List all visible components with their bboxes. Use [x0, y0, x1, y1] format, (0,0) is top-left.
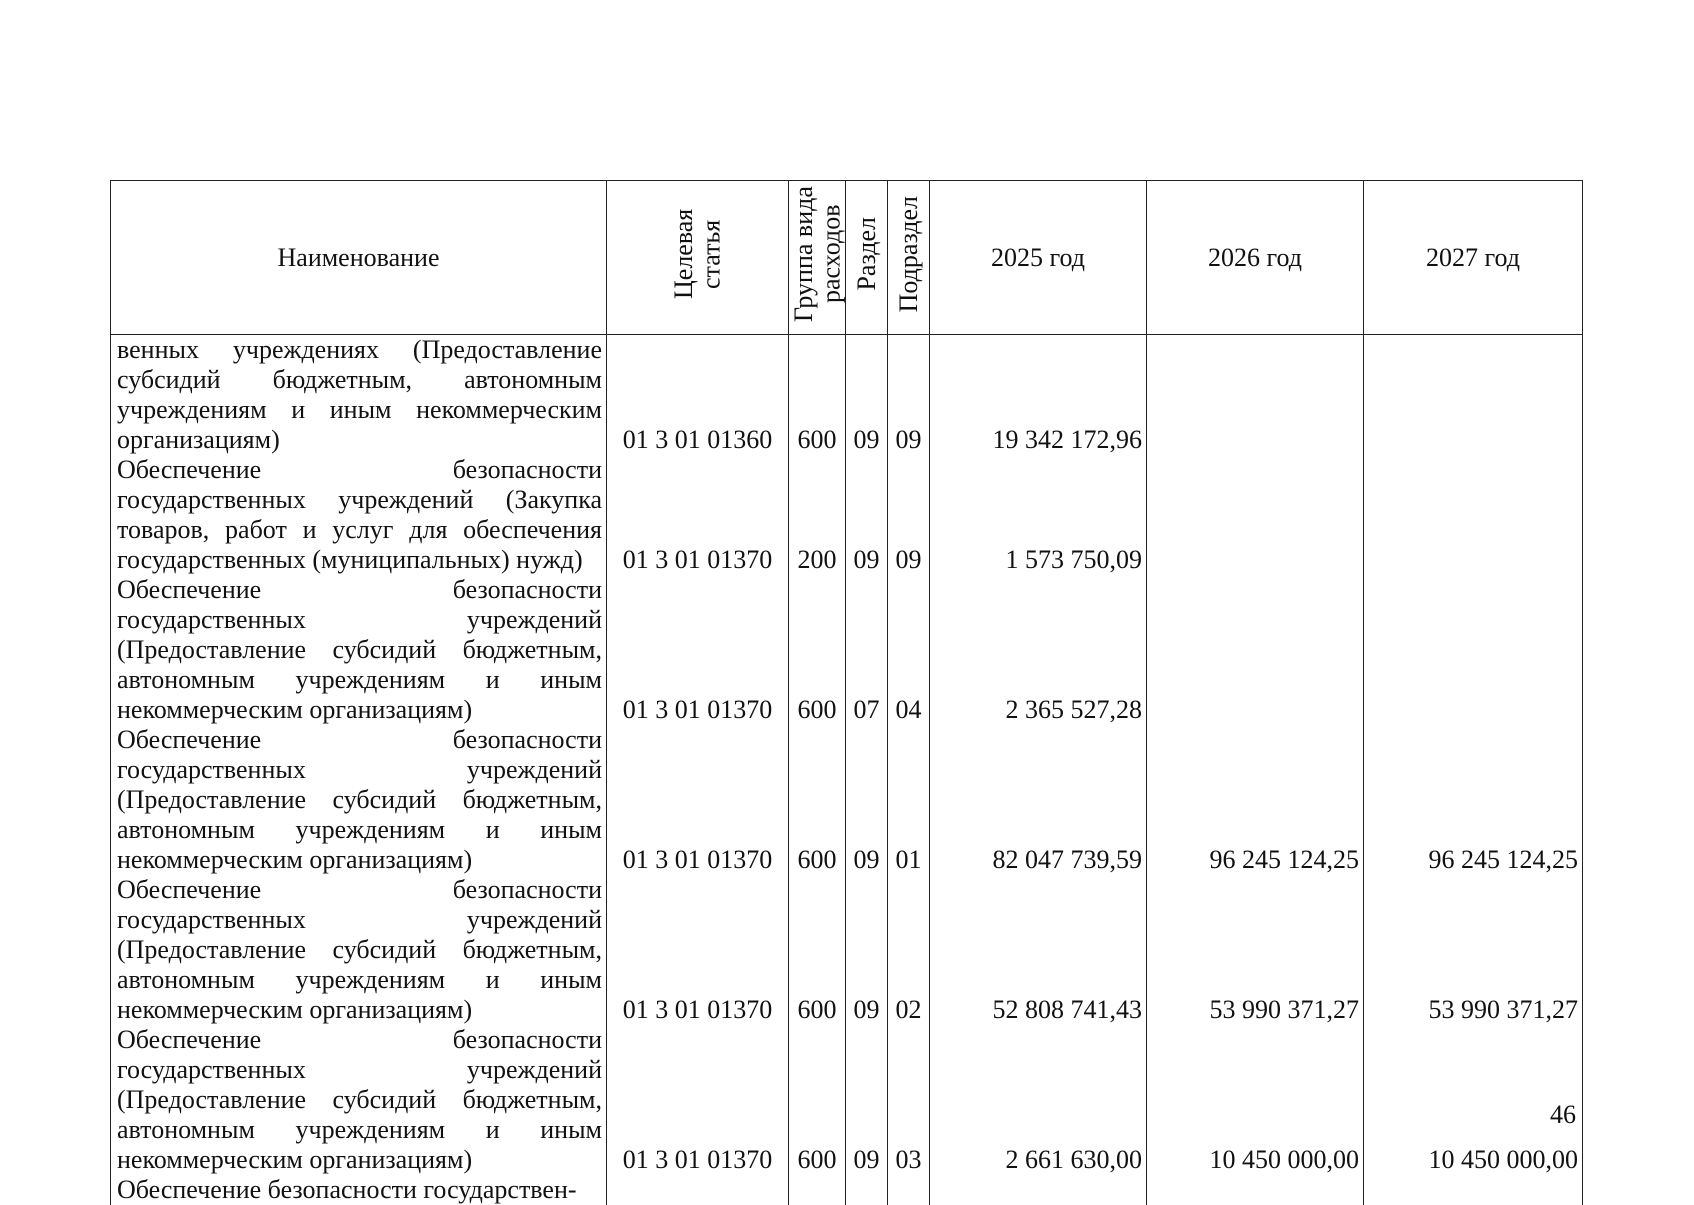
row-name: Обеспечение безопасности государственных учреждений (Закупка товаров, работ и услуг для обеспечения государственных (муниципальных) нужд) — [111, 455, 607, 575]
empty-cell — [1147, 1175, 1364, 1205]
row-subsection: 04 — [888, 575, 930, 725]
empty-cell — [789, 1175, 846, 1205]
row-target-article: 01 3 01 01370 — [607, 575, 789, 725]
row-year-2025: 2 661 630,00 — [930, 1025, 1147, 1175]
row-year-2027 — [1364, 575, 1583, 725]
empty-cell — [1364, 1175, 1583, 1205]
row-year-2025: 52 808 741,43 — [930, 875, 1147, 1025]
row-year-2026 — [1147, 575, 1364, 725]
row-section: 09 — [846, 1025, 888, 1175]
row-year-2027: 96 245 124,25 — [1364, 725, 1583, 875]
row-year-2026: 10 450 000,00 — [1147, 1025, 1364, 1175]
header-target-article: Целевая статья — [607, 181, 789, 335]
row-name-continued: Обеспечение безопасности государствен- — [111, 1175, 607, 1205]
table-row — [111, 1025, 1583, 1175]
row-subsection: 09 — [888, 335, 930, 456]
header-section: Раздел — [846, 181, 888, 335]
table-header-row — [111, 181, 1583, 335]
row-name: Обеспечение безопасности государственных учреждений (Предоставление субсидий бюджетным, автономным учреждениям и иным некоммерческим организациям) — [111, 875, 607, 1025]
table-row — [111, 335, 1583, 456]
row-subsection: 03 — [888, 1025, 930, 1175]
header-year-2027: 2027 год — [1364, 181, 1583, 335]
row-year-2025: 82 047 739,59 — [930, 725, 1147, 875]
row-expense-group: 600 — [789, 875, 846, 1025]
row-expense-group: 600 — [789, 335, 846, 456]
page-number: 46 — [1550, 1100, 1576, 1129]
row-year-2026: 53 990 371,27 — [1147, 875, 1364, 1025]
row-target-article: 01 3 01 01370 — [607, 455, 789, 575]
row-year-2026 — [1147, 455, 1364, 575]
table-row — [111, 725, 1583, 875]
header-expense-group: Группа вида расходов — [789, 181, 846, 335]
empty-cell — [607, 1175, 789, 1205]
row-name: Обеспечение безопасности государственных учреждений (Предоставление субсидий бюджетным, автономным учреждениям и иным некоммерческим организациям) — [111, 1025, 607, 1175]
row-name: венных учреждениях (Предоставление субсидий бюджетным, автономным учреждениям и иным некоммерческим организациям) — [111, 335, 607, 456]
row-year-2027 — [1364, 335, 1583, 456]
table-row-continued — [111, 1175, 1583, 1205]
row-section: 07 — [846, 575, 888, 725]
row-year-2027 — [1364, 455, 1583, 575]
row-subsection: 01 — [888, 725, 930, 875]
row-year-2025: 2 365 527,28 — [930, 575, 1147, 725]
row-expense-group: 600 — [789, 725, 846, 875]
row-section: 09 — [846, 335, 888, 456]
row-subsection: 09 — [888, 455, 930, 575]
row-target-article: 01 3 01 01370 — [607, 725, 789, 875]
row-year-2025: 1 573 750,09 — [930, 455, 1147, 575]
row-year-2026 — [1147, 335, 1364, 456]
empty-cell — [846, 1175, 888, 1205]
row-section: 09 — [846, 725, 888, 875]
row-year-2026: 96 245 124,25 — [1147, 725, 1364, 875]
budget-table — [110, 180, 1583, 1205]
header-subsection: Подраздел — [888, 181, 930, 335]
row-year-2025: 19 342 172,96 — [930, 335, 1147, 456]
empty-cell — [888, 1175, 930, 1205]
header-name: Наименование — [111, 181, 607, 335]
row-expense-group: 600 — [789, 575, 846, 725]
header-year-2026: 2026 год — [1147, 181, 1364, 335]
table-row — [111, 455, 1583, 575]
header-year-2025: 2025 год — [930, 181, 1147, 335]
empty-cell — [930, 1175, 1147, 1205]
row-year-2027: 53 990 371,27 — [1364, 875, 1583, 1025]
row-year-2027: 10 450 000,00 — [1364, 1025, 1583, 1175]
row-name: Обеспечение безопасности государственных учреждений (Предоставление субсидий бюджетным, автономным учреждениям и иным некоммерческим организациям) — [111, 725, 607, 875]
table-row — [111, 875, 1583, 1025]
row-target-article: 01 3 01 01360 — [607, 335, 789, 456]
row-name: Обеспечение безопасности государственных учреждений (Предоставление субсидий бюджетным, автономным учреждениям и иным некоммерческим организациям) — [111, 575, 607, 725]
row-target-article: 01 3 01 01370 — [607, 875, 789, 1025]
row-section: 09 — [846, 875, 888, 1025]
row-expense-group: 200 — [789, 455, 846, 575]
table-row — [111, 575, 1583, 725]
row-section: 09 — [846, 455, 888, 575]
row-subsection: 02 — [888, 875, 930, 1025]
row-expense-group: 600 — [789, 1025, 846, 1175]
row-target-article: 01 3 01 01370 — [607, 1025, 789, 1175]
